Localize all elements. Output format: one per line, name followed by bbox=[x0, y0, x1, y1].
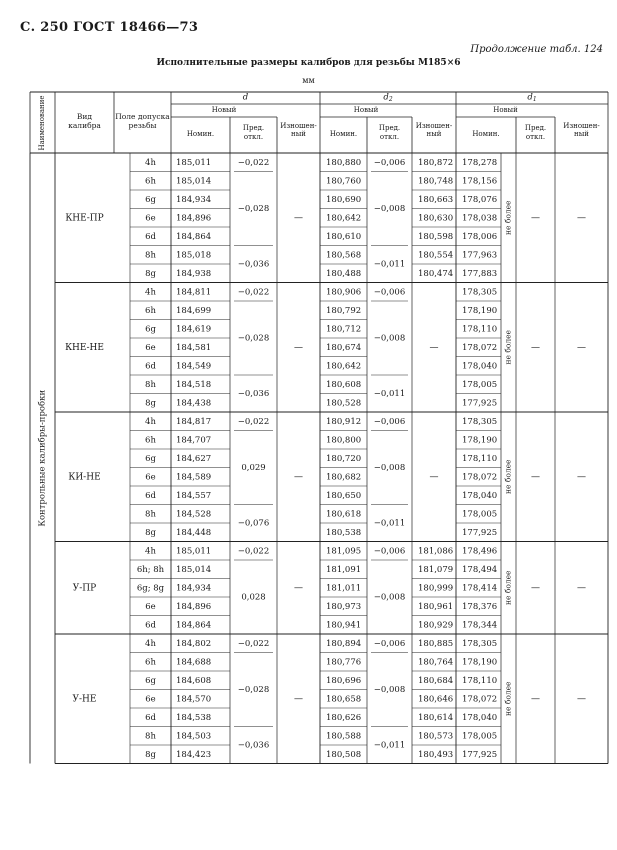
d2-nominal: 180,792 bbox=[326, 305, 362, 316]
d2-nominal: 180,610 bbox=[326, 231, 362, 242]
d1-nominal: 178,305 bbox=[462, 287, 498, 298]
d1-nominal: 178,005 bbox=[462, 731, 498, 742]
d2-nominal: 180,760 bbox=[326, 176, 362, 187]
d1-nominal: 178,190 bbox=[462, 657, 498, 668]
d2-nominal: 180,712 bbox=[326, 324, 362, 335]
d2-nominal: 180,894 bbox=[326, 638, 362, 649]
header-pred-otkl: Пред. bbox=[524, 124, 547, 132]
d2-nominal: 180,618 bbox=[326, 509, 362, 520]
d1-nominal: 178,005 bbox=[462, 509, 498, 520]
d1-worn-dash: — bbox=[577, 213, 586, 224]
d1-nominal: 178,040 bbox=[462, 712, 498, 723]
d2-worn: 180,999 bbox=[418, 583, 454, 594]
d-nominal: 184,528 bbox=[176, 509, 212, 520]
tolerance-field: 6h; 8h bbox=[136, 564, 165, 575]
d1-nominal: 178,038 bbox=[462, 213, 498, 224]
d-nominal: 184,707 bbox=[176, 435, 212, 446]
header-iznoshennyi: Изношен- bbox=[563, 122, 600, 130]
ne-bolee-label: не более bbox=[503, 330, 513, 365]
d1-nominal: 177,925 bbox=[462, 398, 498, 409]
ne-bolee-label: не более bbox=[503, 200, 513, 235]
header-pole-dopuska: резьбы bbox=[128, 121, 157, 130]
d2-nominal: 180,650 bbox=[326, 490, 362, 501]
d2-worn: 180,554 bbox=[418, 250, 454, 261]
tolerance-field: 8g bbox=[145, 749, 156, 760]
header-novyi: Новый bbox=[211, 106, 237, 114]
tolerance-field: 6h bbox=[145, 305, 156, 316]
d1-nominal: 178,305 bbox=[462, 638, 498, 649]
d1-deviation-dash: — bbox=[531, 583, 540, 594]
d2-nominal: 180,626 bbox=[326, 712, 362, 723]
d1-nominal: 178,110 bbox=[462, 324, 498, 335]
d1-nominal: 178,040 bbox=[462, 490, 498, 501]
d2-worn: 180,764 bbox=[418, 657, 454, 668]
d2-deviation: −0,011 bbox=[373, 259, 406, 270]
d1-nominal: 178,005 bbox=[462, 379, 498, 390]
d2-nominal: 180,642 bbox=[326, 361, 362, 372]
d-nominal: 185,011 bbox=[176, 546, 212, 557]
tolerance-field: 4h bbox=[145, 287, 156, 298]
d-nominal: 184,802 bbox=[176, 638, 212, 649]
group-name: КНЕ-ПР bbox=[65, 213, 104, 224]
d-deviation: −0,028 bbox=[237, 333, 270, 344]
header-d1: $d_1$ bbox=[527, 92, 537, 103]
header-naimenovanie: Наименование bbox=[38, 95, 46, 151]
d-nominal: 184,934 bbox=[176, 194, 212, 205]
d-deviation: −0,036 bbox=[237, 740, 270, 751]
d2-worn: 180,598 bbox=[418, 231, 454, 242]
d1-nominal: 178,344 bbox=[462, 620, 498, 631]
d1-nominal: 178,190 bbox=[462, 435, 498, 446]
d-deviation: −0,036 bbox=[237, 259, 270, 270]
d2-nominal: 180,568 bbox=[326, 250, 362, 261]
d-nominal: 185,018 bbox=[176, 250, 212, 261]
d1-deviation-dash: — bbox=[531, 213, 540, 224]
d1-nominal: 178,110 bbox=[462, 675, 498, 686]
header-iznoshennyi: Изношен- bbox=[280, 122, 317, 130]
header-nomin: Номин. bbox=[329, 130, 358, 138]
header-pred-otkl: откл. bbox=[525, 133, 546, 141]
d-deviation: −0,022 bbox=[237, 287, 270, 298]
tolerance-field: 8g bbox=[145, 268, 156, 279]
d-deviation: −0,028 bbox=[237, 685, 270, 695]
tolerance-field: 6g bbox=[145, 453, 156, 464]
header-pred-otkl: Пред. bbox=[378, 124, 401, 132]
d1-nominal: 178,072 bbox=[462, 472, 498, 483]
table-title: Исполнительные размеры калибров для резьбы М185×6 bbox=[156, 58, 461, 68]
d-nominal: 184,608 bbox=[176, 675, 212, 686]
d-deviation: 0,029 bbox=[241, 463, 266, 473]
d1-nominal: 178,376 bbox=[462, 601, 498, 612]
d-nominal: 184,938 bbox=[176, 268, 212, 279]
tolerance-field: 6h bbox=[145, 657, 156, 668]
d-nominal: 184,688 bbox=[176, 657, 212, 668]
tolerance-field: 8h bbox=[145, 379, 156, 390]
unit-label: мм bbox=[302, 76, 315, 85]
d-nominal: 184,581 bbox=[176, 342, 212, 353]
group-name: У-ПР bbox=[72, 583, 97, 594]
d2-worn: 180,872 bbox=[418, 157, 454, 168]
d-deviation: −0,076 bbox=[237, 518, 270, 529]
d2-deviation: −0,011 bbox=[373, 518, 406, 529]
d1-nominal: 177,883 bbox=[462, 268, 498, 279]
continuation-note: Продолжение табл. 124 bbox=[470, 44, 603, 55]
d2-worn: 180,474 bbox=[418, 268, 454, 279]
tolerance-field: 6d bbox=[145, 231, 156, 242]
d1-deviation-dash: — bbox=[531, 342, 540, 353]
tolerance-field: 4h bbox=[145, 638, 156, 649]
d-deviation: −0,028 bbox=[237, 204, 270, 214]
d1-nominal: 178,006 bbox=[462, 231, 498, 242]
d2-deviation: −0,008 bbox=[373, 204, 406, 214]
header-iznoshennyi: ный bbox=[574, 130, 589, 138]
d1-nominal: 177,963 bbox=[462, 250, 498, 261]
header-pole-dopuska: Поле допуска bbox=[115, 112, 170, 121]
d-worn-dash: — bbox=[294, 342, 303, 353]
d-nominal: 184,864 bbox=[176, 231, 212, 242]
d2-deviation: −0,006 bbox=[373, 546, 406, 557]
d2-nominal: 180,912 bbox=[326, 416, 362, 427]
d-deviation: −0,022 bbox=[237, 638, 270, 649]
d2-deviation: −0,006 bbox=[373, 157, 406, 168]
d2-nominal: 180,973 bbox=[326, 601, 362, 612]
tolerance-field: 6d bbox=[145, 620, 156, 631]
header-vid-kalibra: Вид bbox=[76, 112, 93, 121]
d-nominal: 184,817 bbox=[176, 416, 212, 427]
d-nominal: 185,014 bbox=[176, 176, 212, 187]
d1-deviation-dash: — bbox=[531, 472, 540, 483]
d2-worn: 180,663 bbox=[418, 194, 454, 205]
d2-nominal: 180,488 bbox=[326, 268, 362, 279]
page-header: С. 250 ГОСТ 18466—73 bbox=[20, 20, 199, 35]
d2-nominal: 180,588 bbox=[326, 731, 362, 742]
d2-nominal: 180,528 bbox=[326, 398, 362, 409]
tolerance-field: 6h bbox=[145, 176, 156, 187]
d1-worn-dash: — bbox=[577, 472, 586, 483]
header-nomin: Номин. bbox=[472, 130, 500, 138]
tolerance-field: 8h bbox=[145, 509, 156, 520]
d2-nominal: 181,095 bbox=[326, 546, 362, 557]
tolerance-field: 4h bbox=[145, 416, 156, 427]
d-deviation: −0,036 bbox=[237, 389, 270, 399]
d2-nominal: 180,508 bbox=[326, 749, 362, 760]
d1-worn-dash: — bbox=[577, 583, 586, 594]
tolerance-field: 6d bbox=[145, 361, 156, 372]
d-worn-dash: — bbox=[294, 472, 303, 483]
d-nominal: 184,538 bbox=[176, 712, 212, 723]
d-nominal: 184,589 bbox=[176, 472, 212, 483]
header-d2: $d_2$ bbox=[383, 92, 393, 103]
d2-nominal: 180,538 bbox=[326, 527, 362, 538]
d2-deviation: −0,006 bbox=[373, 416, 406, 427]
d1-nominal: 178,494 bbox=[462, 564, 498, 575]
tolerance-field: 6e bbox=[145, 213, 156, 224]
tolerance-field: 6e bbox=[145, 342, 156, 353]
d2-deviation: −0,008 bbox=[373, 685, 406, 695]
d1-worn-dash: — bbox=[577, 694, 586, 705]
header-pred-otkl: откл. bbox=[379, 133, 400, 141]
d2-nominal: 180,800 bbox=[326, 435, 362, 446]
header-novyi: Новый bbox=[353, 106, 379, 114]
tolerance-field: 6g bbox=[145, 324, 156, 335]
d2-nominal: 181,011 bbox=[326, 583, 362, 594]
d2-worn: 181,086 bbox=[418, 546, 454, 557]
d-deviation: −0,022 bbox=[237, 546, 270, 557]
tolerance-field: 6h bbox=[145, 435, 156, 446]
d2-deviation: −0,011 bbox=[373, 389, 406, 399]
tolerance-field: 8h bbox=[145, 731, 156, 742]
d1-nominal: 177,925 bbox=[462, 749, 498, 760]
d-nominal: 184,896 bbox=[176, 601, 212, 612]
header-novyi: Новый bbox=[493, 106, 518, 114]
d2-worn: 180,684 bbox=[418, 675, 454, 686]
d1-nominal: 178,496 bbox=[462, 546, 498, 557]
d-nominal: 184,448 bbox=[176, 527, 212, 538]
header-iznoshennyi: Изношен- bbox=[415, 122, 453, 130]
d2-deviation: −0,006 bbox=[373, 638, 406, 649]
tolerance-field: 8g bbox=[145, 527, 156, 538]
d-nominal: 184,699 bbox=[176, 305, 212, 316]
d2-nominal: 180,906 bbox=[326, 287, 362, 298]
d-nominal: 184,423 bbox=[176, 749, 212, 760]
d2-worn: 180,748 bbox=[418, 176, 454, 187]
d-nominal: 184,549 bbox=[176, 361, 212, 372]
d-nominal: 184,896 bbox=[176, 213, 212, 224]
header-pred-otkl: Пред. bbox=[242, 124, 265, 132]
d-worn-dash: — bbox=[294, 694, 303, 705]
d2-deviation: −0,008 bbox=[373, 333, 406, 344]
d2-nominal: 180,690 bbox=[326, 194, 362, 205]
d2-worn-dash: — bbox=[429, 472, 439, 483]
d-nominal: 184,811 bbox=[176, 287, 212, 298]
d-nominal: 184,619 bbox=[176, 324, 212, 335]
d1-worn-dash: — bbox=[577, 342, 586, 353]
d1-nominal: 177,925 bbox=[462, 527, 498, 538]
d2-nominal: 180,642 bbox=[326, 213, 362, 224]
group-name: У-НЕ bbox=[72, 694, 97, 705]
d-nominal: 184,934 bbox=[176, 583, 212, 594]
tolerance-field: 8g bbox=[145, 398, 156, 409]
d2-worn: 180,646 bbox=[418, 694, 454, 705]
d-nominal: 184,864 bbox=[176, 620, 212, 631]
d2-worn: 180,614 bbox=[418, 712, 454, 723]
header-nomin: Номин. bbox=[186, 130, 215, 138]
d1-nominal: 178,076 bbox=[462, 194, 498, 205]
d2-worn: 181,079 bbox=[418, 564, 454, 575]
tolerance-field: 6e bbox=[145, 601, 156, 612]
header-iznoshennyi: ный bbox=[426, 130, 442, 138]
d-deviation: 0,028 bbox=[241, 592, 266, 603]
tolerance-field: 4h bbox=[145, 546, 156, 557]
d2-worn: 180,929 bbox=[418, 620, 454, 631]
d-nominal: 184,518 bbox=[176, 379, 212, 390]
ne-bolee-label: не более bbox=[503, 681, 513, 716]
d2-worn: 180,493 bbox=[418, 749, 454, 760]
tolerance-field: 6g bbox=[145, 675, 156, 686]
d1-nominal: 178,072 bbox=[462, 694, 498, 705]
tolerance-field: 8h bbox=[145, 250, 156, 261]
ne-bolee-label: не более bbox=[503, 459, 513, 494]
d2-worn-dash: — bbox=[429, 342, 439, 353]
d1-nominal: 178,190 bbox=[462, 305, 498, 316]
ne-bolee-label: не более bbox=[503, 570, 513, 605]
d2-nominal: 180,674 bbox=[326, 342, 362, 353]
header-d: d bbox=[242, 92, 249, 103]
d2-deviation: −0,006 bbox=[373, 287, 406, 298]
d2-nominal: 180,696 bbox=[326, 675, 362, 686]
group-name: КИ-НЕ bbox=[68, 472, 101, 483]
header-iznoshennyi: ный bbox=[291, 130, 306, 138]
d-worn-dash: — bbox=[294, 213, 303, 224]
d-nominal: 184,438 bbox=[176, 398, 212, 409]
d2-nominal: 180,720 bbox=[326, 453, 362, 464]
d-nominal: 185,011 bbox=[176, 157, 212, 168]
d-deviation: −0,022 bbox=[237, 157, 270, 168]
d-nominal: 184,557 bbox=[176, 490, 212, 501]
d-nominal: 184,570 bbox=[176, 694, 212, 705]
d1-nominal: 178,040 bbox=[462, 361, 498, 372]
d2-nominal: 180,776 bbox=[326, 657, 362, 668]
d2-nominal: 181,091 bbox=[326, 564, 362, 575]
d1-nominal: 178,156 bbox=[462, 176, 498, 187]
d2-deviation: −0,008 bbox=[373, 592, 406, 603]
tolerance-field: 6e bbox=[145, 472, 156, 483]
group-name: КНЕ-НЕ bbox=[65, 342, 104, 353]
tolerance-field: 6d bbox=[145, 712, 156, 723]
tolerance-field: 6g bbox=[145, 194, 156, 205]
d2-deviation: −0,008 bbox=[373, 463, 406, 473]
tolerance-field: 6e bbox=[145, 694, 156, 705]
d2-nominal: 180,941 bbox=[326, 620, 362, 631]
tolerance-field: 4h bbox=[145, 157, 156, 168]
d2-worn: 180,961 bbox=[418, 601, 454, 612]
d1-nominal: 178,305 bbox=[462, 416, 498, 427]
d-nominal: 184,503 bbox=[176, 731, 212, 742]
d-worn-dash: — bbox=[294, 583, 303, 594]
d2-deviation: −0,011 bbox=[373, 740, 406, 751]
d-nominal: 185,014 bbox=[176, 564, 212, 575]
d-nominal: 184,627 bbox=[176, 453, 212, 464]
tolerance-field: 6g; 8g bbox=[136, 583, 165, 594]
d1-deviation-dash: — bbox=[531, 694, 540, 705]
header-pred-otkl: откл. bbox=[243, 133, 264, 141]
d2-nominal: 180,658 bbox=[326, 694, 362, 705]
d2-nominal: 180,682 bbox=[326, 472, 362, 483]
d2-worn: 180,573 bbox=[418, 731, 454, 742]
d1-nominal: 178,278 bbox=[462, 157, 498, 168]
d-deviation: −0,022 bbox=[237, 416, 270, 427]
d2-nominal: 180,880 bbox=[326, 157, 362, 168]
d2-worn: 180,630 bbox=[418, 213, 454, 224]
tolerance-field: 6d bbox=[145, 490, 156, 501]
d1-nominal: 178,072 bbox=[462, 342, 498, 353]
side-label: Контрольные калибры-пробки bbox=[37, 389, 48, 527]
d2-nominal: 180,608 bbox=[326, 379, 362, 390]
header-vid-kalibra: калибра bbox=[68, 121, 101, 130]
d1-nominal: 178,110 bbox=[462, 453, 498, 464]
d2-worn: 180,885 bbox=[418, 638, 454, 649]
d1-nominal: 178,414 bbox=[462, 583, 498, 594]
